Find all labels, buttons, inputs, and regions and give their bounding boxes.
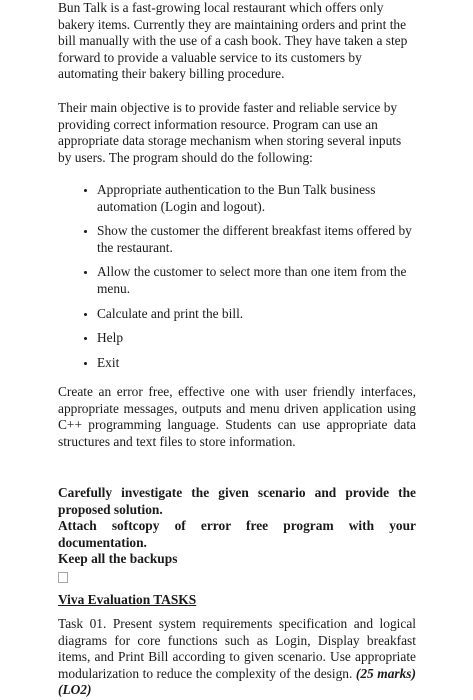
requirements-list [84,182,424,371]
task01-paragraph [58,616,416,699]
list-item: Appropriate authentication to the Bun Talk business automation (Login and logout). [84,182,424,215]
objective-paragraph: Their main objective is to provide faster and reliable service by providing correct information resource. Program can use an appropriate data storage mechanism when storing several inputs by users. The program should do the following: [58,100,402,165]
instructions-paragraph: Create an error free, effective one with user friendly interfaces, appropriate messages, outputs and menu driven application using C++ programming language. Students can use appropriate data structures and text files to store information. [58,384,416,449]
bullet-icon [84,337,87,340]
intro-paragraph: Bun Talk is a fast-growing local restaurant which offers only bakery items. Currently they are maintaining orders and print the bill manually with the use of a cash book. They have taken a step forward to provide a valuable service to its customers by automating their bakery billing procedure. [58,0,408,82]
list-item: Exit [84,355,424,372]
directive-investigate: Carefully investigate the given scenario and provide the proposed solution. [58,485,416,517]
list-item: Show the customer the different breakfast items offered by the restaurant. [84,223,424,256]
bullet-icon [84,362,87,365]
task01-marks: (25 marks) (LO2) [58,665,416,698]
bullet-icon [84,230,87,233]
viva-heading: Viva Evaluation TASKS [58,592,197,607]
directive-backup: Keep all the backups [58,551,178,566]
bullet-icon [84,189,87,192]
list-item: Calculate and print the bill. [84,306,424,323]
bullet-icon [84,313,87,316]
bullet-icon [84,271,87,274]
directive-attach: Attach softcopy of error free program with your documentation. [58,518,416,550]
task01-text: Task 01. Present system requirements specification and logical diagrams for core functions such as Login, Display breakfast items, and Print Bill according to given scenario. Use appropriate modularization to reduce the complexity of the design. [58,616,416,681]
list-item: Help [84,330,424,347]
list-item: Allow the customer to select more than one item from the menu. [84,264,424,297]
checkbox-icon [58,572,68,583]
